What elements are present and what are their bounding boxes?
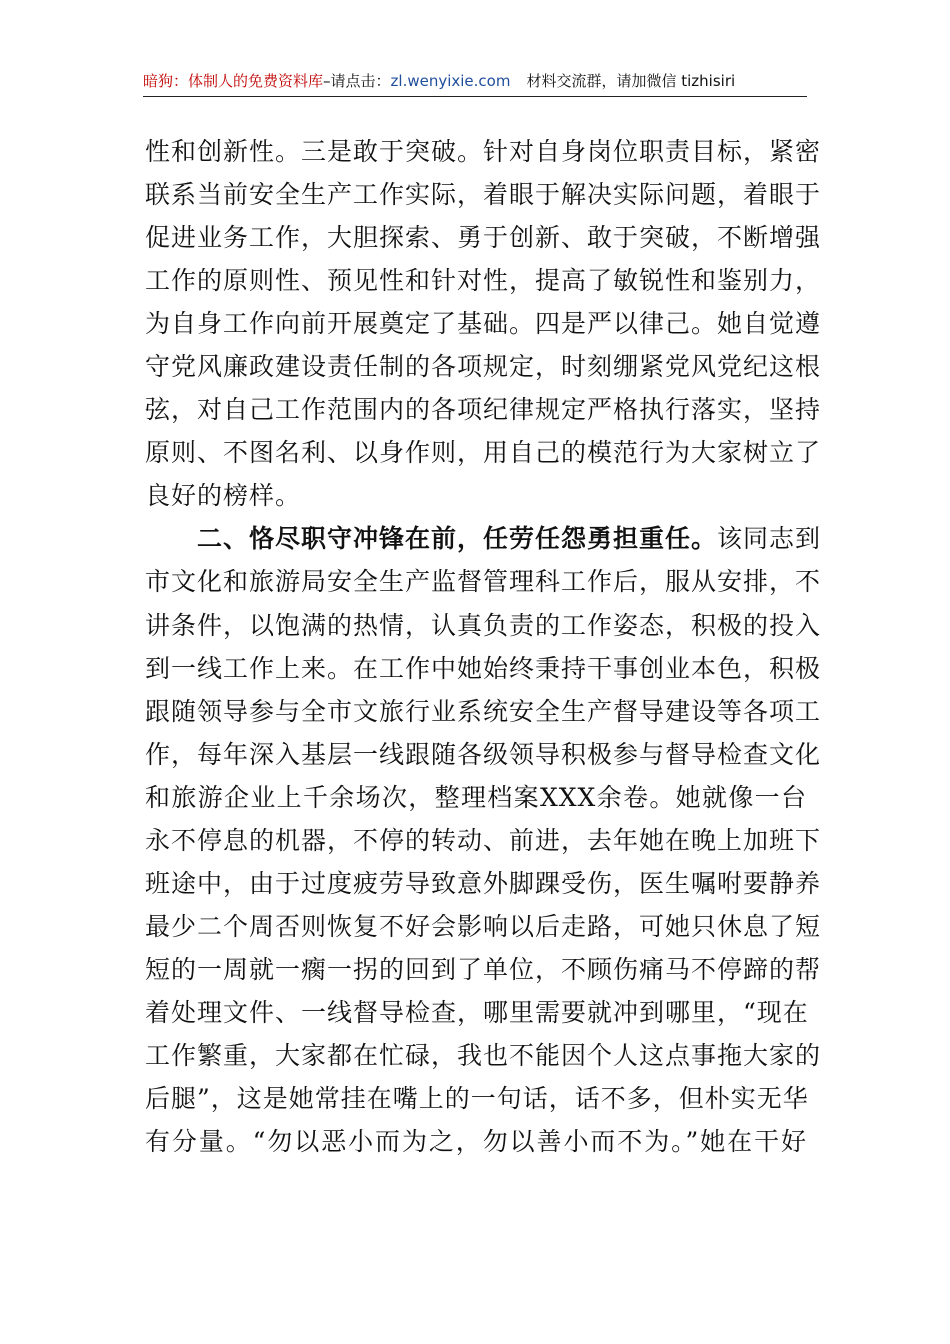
paragraph-line: 联系当前安全生产工作实际，着眼于解决实际问题，着眼于 xyxy=(145,180,822,210)
paragraph-line: 工作的原则性、预见性和针对性，提高了敏锐性和鉴别力， xyxy=(145,266,822,296)
paragraph-line: 和旅游企业上千余场次，整理档案XXX余卷。她就像一台 xyxy=(145,782,807,812)
section-heading-rest: 该同志到 xyxy=(717,524,822,554)
header-link[interactable]: zl.wenyixie.com xyxy=(390,72,511,90)
paragraph-line: 跟随领导参与全市文旅行业系统安全生产督导建设等各项工 xyxy=(145,696,822,726)
paragraph-line: 作，每年深入基层一线跟随各级领导积极参与督导检查文化 xyxy=(145,739,822,769)
paragraph-line: 促进业务工作，大胆探索、勇于创新、敢于突破，不断增强 xyxy=(145,223,822,253)
paragraph-line: 班途中，由于过度疲劳导致意外脚踝受伤，医生嘱咐要静养 xyxy=(145,868,822,898)
paragraph-line: 最少二个周否则恢复不好会影响以后走路，可她只休息了短 xyxy=(145,911,822,941)
paragraph-line: 为自身工作向前开展奠定了基础。四是严以律己。她自觉遵 xyxy=(145,309,822,339)
document-body xyxy=(145,130,822,1163)
header-contact: 材料交流群，请加微信 tizhisiri xyxy=(526,72,736,90)
paragraph-line: 守党风廉政建设责任制的各项规定，时刻绷紧党风党纪这根 xyxy=(145,352,822,382)
paragraph-line: 原则、不图名利、以身作则，用自己的模范行为大家树立了 xyxy=(145,438,822,468)
paragraph-line: 市文化和旅游局安全生产监督管理科工作后，服从安排，不 xyxy=(145,567,822,597)
section-heading: 二、恪尽职守冲锋在前，任劳任怨勇担重任。 xyxy=(197,524,718,554)
paragraph-line: 良好的榜样。 xyxy=(145,481,302,511)
page-header xyxy=(143,68,807,97)
paragraph-line: 短的一周就一瘸一拐的回到了单位，不顾伤痛马不停蹄的帮 xyxy=(145,954,822,984)
paragraph-line: 性和创新性。三是敢于突破。针对自身岗位职责目标，紧密 xyxy=(145,137,822,166)
header-brand: 暗狗：体制人的免费资料库 xyxy=(143,72,324,90)
header-prompt: –请点击： xyxy=(323,72,391,90)
paragraph-line: 到一线工作上来。在工作中她始终秉持干事创业本色，积极 xyxy=(145,653,822,683)
paragraph-line: 工作繁重，大家都在忙碌，我也不能因个人这点事拖大家的 xyxy=(145,1040,822,1070)
paragraph-line: 讲条件，以饱满的热情，认真负责的工作姿态，积极的投入 xyxy=(145,610,822,640)
paragraph-line: 弦，对自己工作范围内的各项纪律规定严格执行落实，坚持 xyxy=(145,395,822,425)
paragraph-line: 后腿”，这是她常挂在嘴上的一句话，话不多，但朴实无华 xyxy=(145,1084,809,1114)
paragraph-line: 永不停息的机器，不停的转动、前进，去年她在晚上加班下 xyxy=(145,825,822,855)
paragraph-line: 着处理文件、一线督导检查，哪里需要就冲到哪里，“现在 xyxy=(145,997,809,1027)
paragraph-line: 有分量。“勿以恶小而为之，勿以善小而不为。”她在干好 xyxy=(145,1127,807,1157)
section-heading-line xyxy=(145,517,822,560)
